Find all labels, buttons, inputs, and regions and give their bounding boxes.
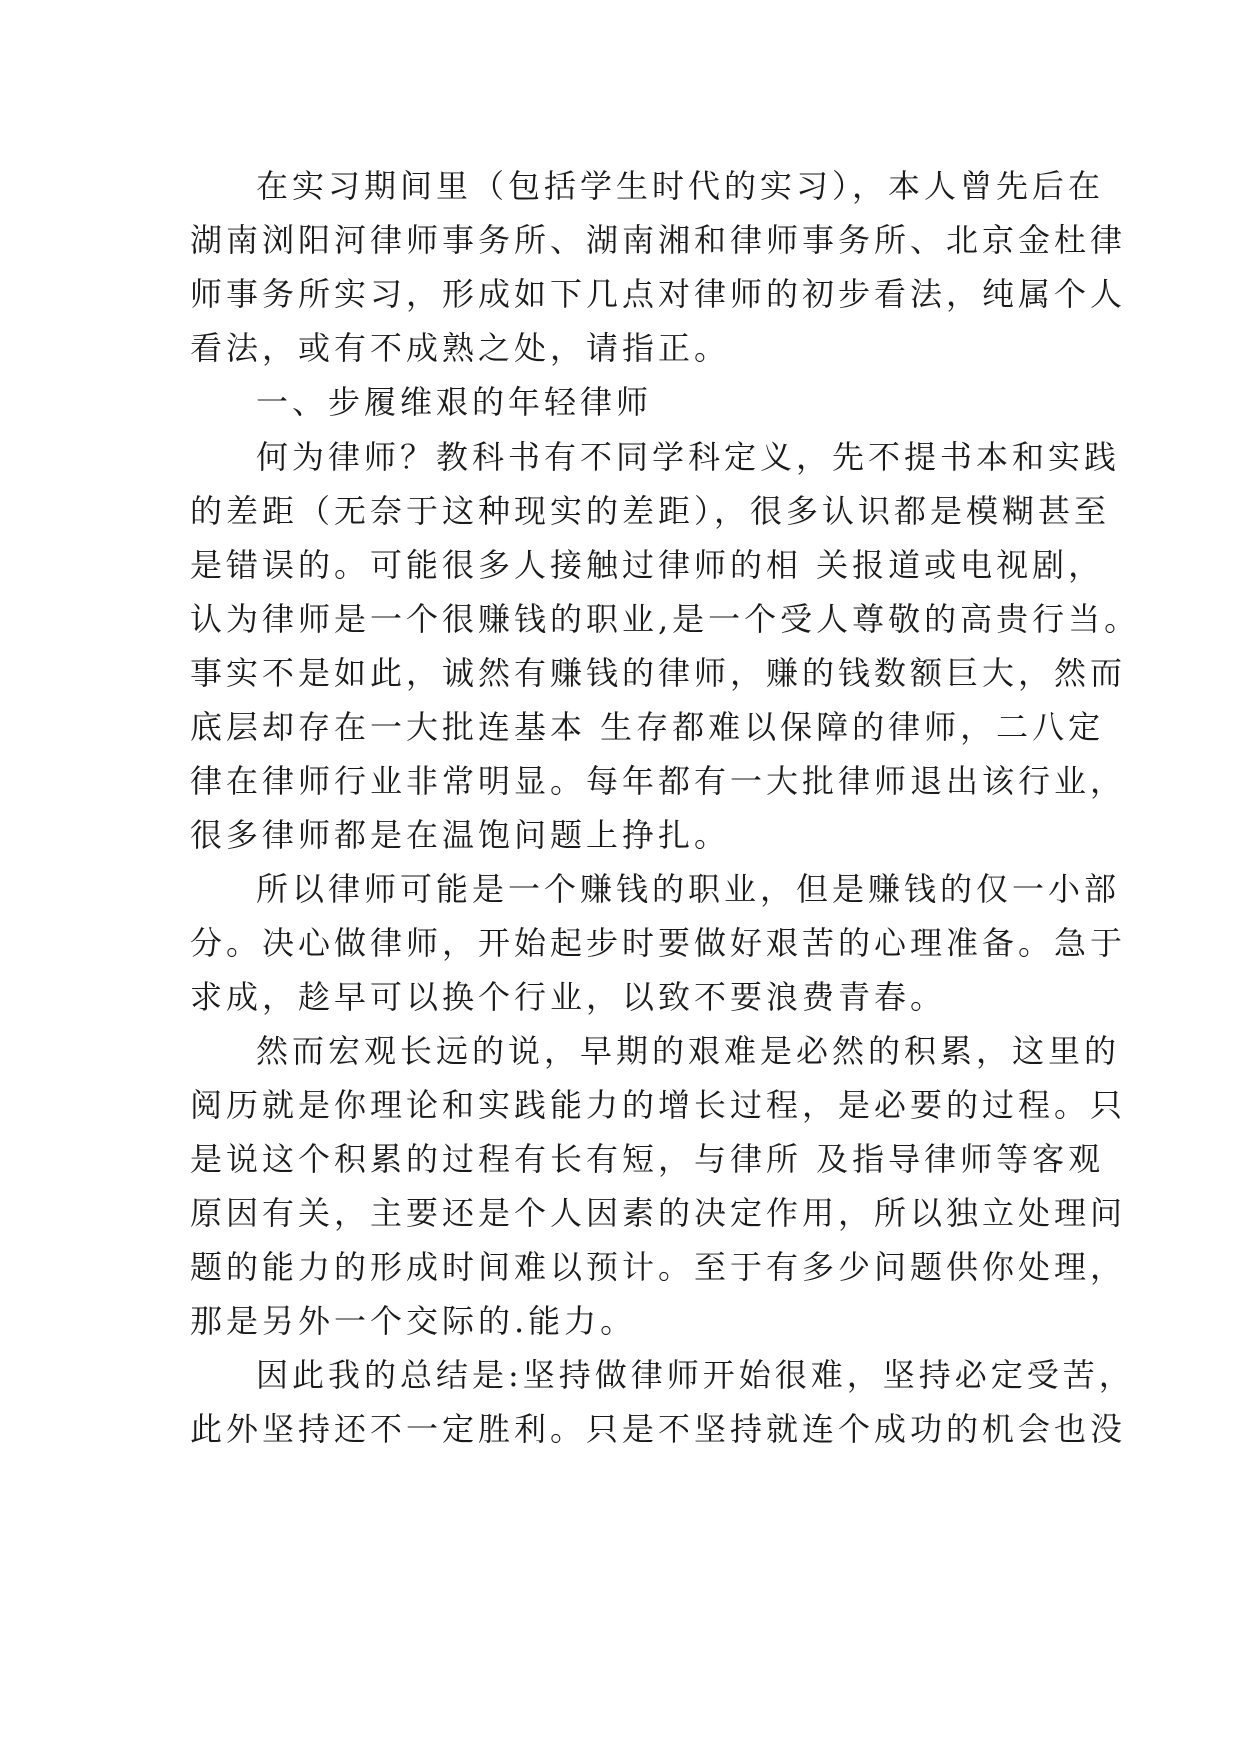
paragraph-line: 那是另外一个交际的.能力。 bbox=[190, 1302, 637, 1340]
paragraph-line: 题的能力的形成时间难以预计。至于有多少问题供你处理， bbox=[190, 1248, 1127, 1286]
paragraph-line: 因此我的总结是:坚持做律师开始很难，坚持必定受苦， bbox=[256, 1356, 1135, 1394]
paragraph-line: 阅历就是你理论和实践能力的增长过程，是必要的过程。只 bbox=[190, 1086, 1127, 1124]
paragraph-line: 分。决心做律师，开始起步时要做好艰苦的心理准备。急于 bbox=[190, 924, 1127, 962]
paragraph-line: 看法，或有不成熟之处，请指正。 bbox=[190, 329, 731, 367]
paragraph-line: 律在律师行业非常明显。每年都有一大批律师退出该行业， bbox=[190, 762, 1127, 800]
paragraph-line: 事实不是如此，诚然有赚钱的律师，赚的钱数额巨大，然而 bbox=[190, 654, 1127, 692]
paragraph-line: 此外坚持还不一定胜利。只是不坚持就连个成功的机会也没 bbox=[190, 1410, 1127, 1448]
paragraph-line: 是错误的。可能很多人接触过律师的相 关报道或电视剧， bbox=[190, 546, 1105, 584]
paragraph-line: 在实习期间里（包括学生时代的实习），本人曾先后在 bbox=[256, 167, 1105, 205]
paragraph-line: 然而宏观长远的说，早期的艰难是必然的积累，这里的 bbox=[256, 1032, 1121, 1070]
paragraph-line: 师事务所实习，形成如下几点对律师的初步看法，纯属个人 bbox=[190, 275, 1127, 313]
paragraph-line: 底层却存在一大批连基本 生存都难以保障的律师，二八定 bbox=[190, 708, 1105, 746]
paragraph-line: 原因有关，主要还是个人因素的决定作用，所以独立处理问 bbox=[190, 1194, 1127, 1232]
paragraph-line: 认为律师是一个很赚钱的职业,是一个受人尊敬的高贵行当。 bbox=[190, 600, 1141, 638]
paragraph-line: 湖南浏阳河律师事务所、湖南湘和律师事务所、北京金杜律 bbox=[190, 221, 1127, 259]
paragraph-line: 的差距（无奈于这种现实的差距），很多认识都是模糊甚至 bbox=[190, 492, 1111, 530]
paragraph-line: 是说这个积累的过程有长有短，与律所 及指导律师等客观 bbox=[190, 1140, 1105, 1178]
paragraph-line: 何为律师？教科书有不同学科定义，先不提书本和实践 bbox=[256, 438, 1121, 476]
paragraph-line: 求成，趁早可以换个行业，以致不要浪费青春。 bbox=[190, 978, 947, 1016]
paragraph-line: 所以律师可能是一个赚钱的职业，但是赚钱的仅一小部 bbox=[256, 870, 1121, 908]
paragraph-line: 很多律师都是在温饱问题上挣扎。 bbox=[190, 816, 731, 854]
section-heading: 一、步履维艰的年轻律师 bbox=[256, 383, 653, 421]
